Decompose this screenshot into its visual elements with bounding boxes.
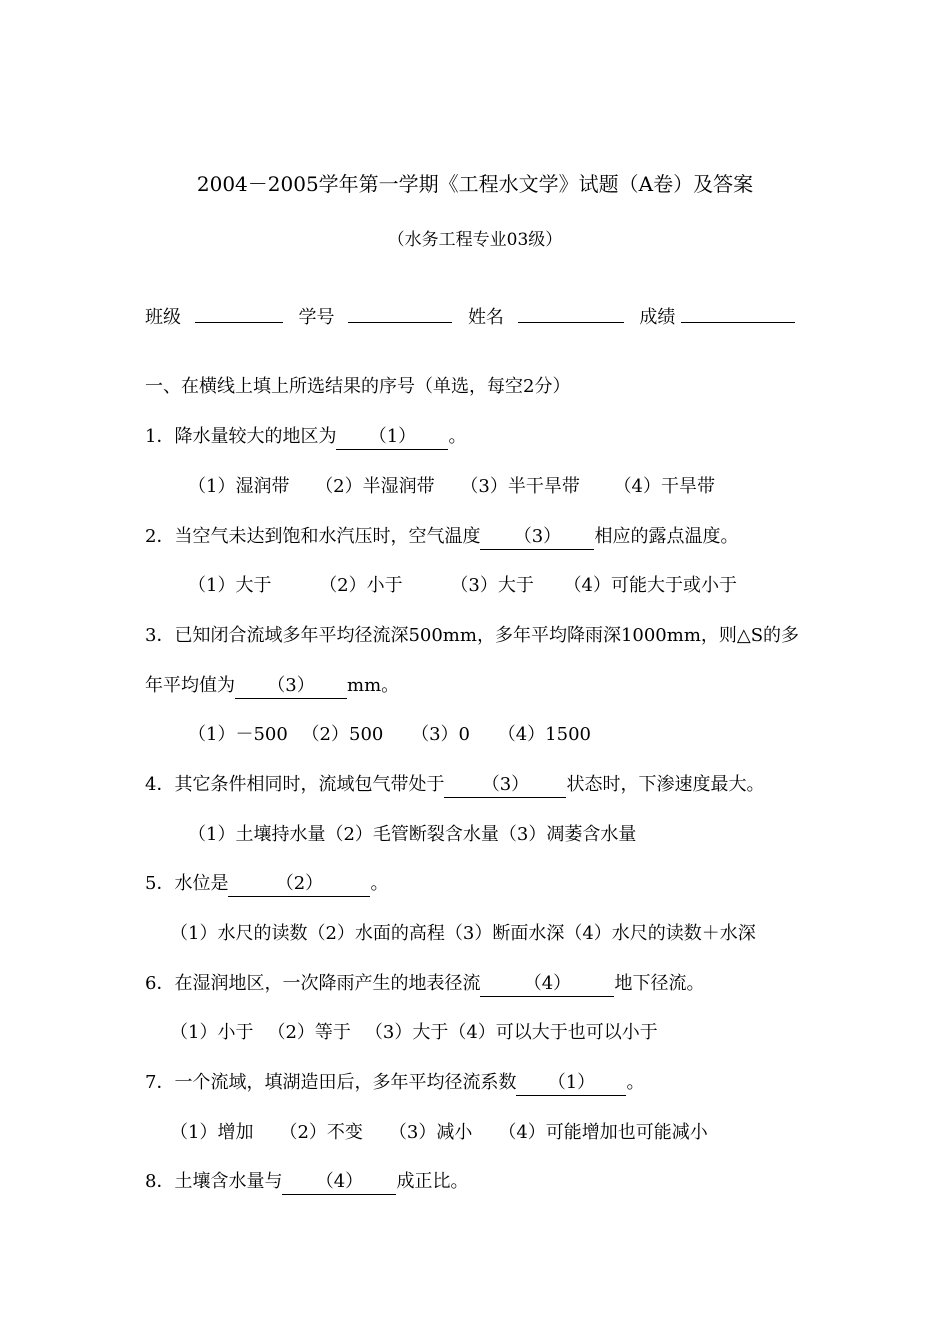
question-2 <box>145 525 738 550</box>
score-field[interactable] <box>681 300 795 323</box>
score-label: 成绩 <box>639 307 676 328</box>
answer-blank[interactable]: （1） <box>336 427 448 450</box>
section-heading: 一、在横线上填上所选结果的序号（单选，每空2分） <box>145 376 571 397</box>
question-text-end: 状态时，下渗速度最大。 <box>566 774 765 795</box>
option: （3）0 <box>411 724 470 745</box>
option: （1）土壤持水量 <box>188 824 326 845</box>
answer-blank[interactable]: （2） <box>228 874 370 897</box>
class-label: 班级 <box>145 307 181 328</box>
question-text-end: 相应的露点温度。 <box>594 526 739 547</box>
option: （3）凋萎含水量 <box>498 824 637 845</box>
option: （2）水面的高程 <box>307 923 445 944</box>
option: （1）－500 <box>188 724 288 745</box>
question-text: 5．水位是 <box>145 873 229 894</box>
option: （4）可能大于或小于 <box>563 575 738 596</box>
question-3-cont <box>145 674 399 699</box>
name-field[interactable] <box>518 300 624 323</box>
question-7-options <box>170 1121 708 1145</box>
question-text-end: mm。 <box>347 675 400 696</box>
question-text: 4．其它条件相同时，流域包气带处于 <box>145 774 445 795</box>
page-title: 2004－2005学年第一学期《工程水文学》试题（A卷）及答案 <box>196 172 754 196</box>
option: （2）毛管断裂含水量 <box>325 824 499 845</box>
option: （4）水尺的读数＋水深 <box>564 923 756 944</box>
question-7 <box>145 1071 644 1096</box>
option: （4）干旱带 <box>613 476 716 497</box>
question-6-options <box>170 1021 658 1045</box>
question-5 <box>145 872 388 897</box>
option: （4）可以大于也可以小于 <box>448 1022 658 1043</box>
option: （2）半湿润带 <box>315 476 435 497</box>
student-id-label: 学号 <box>298 307 335 328</box>
answer-blank[interactable]: （1） <box>516 1073 626 1096</box>
question-text-end: 地下径流。 <box>614 973 705 994</box>
option: （4）可能增加也可能减小 <box>498 1122 708 1143</box>
page-subtitle: （水务工程专业03级） <box>387 230 563 250</box>
question-text: 1．降水量较大的地区为 <box>145 426 337 447</box>
answer-blank[interactable]: （3） <box>235 676 347 699</box>
option: （2）等于 <box>267 1022 351 1043</box>
option: （1）大于 <box>188 575 272 596</box>
question-2-options <box>188 574 757 598</box>
option: （2）小于 <box>319 575 403 596</box>
answer-blank[interactable]: （4） <box>480 974 614 997</box>
question-text-end: 成正比。 <box>396 1171 469 1192</box>
question-3: 3．已知闭合流域多年平均径流深500mm，多年平均降雨深1000mm，则△S的多 <box>145 625 800 646</box>
option: （3）断面水深 <box>444 923 565 944</box>
student-id-field[interactable] <box>348 300 452 323</box>
option: （3）大于 <box>450 575 534 596</box>
option: （1）小于 <box>170 1022 254 1043</box>
question-8 <box>145 1170 468 1195</box>
option: （3）减小 <box>388 1122 473 1143</box>
question-1-options <box>188 475 735 499</box>
question-3-options <box>188 723 611 747</box>
question-text: 8．土壤含水量与 <box>145 1171 283 1192</box>
question-text-end: 。 <box>448 426 467 447</box>
option: （2）500 <box>301 724 384 745</box>
question-4 <box>145 773 764 798</box>
option: （1）增加 <box>170 1122 254 1143</box>
question-6 <box>145 972 704 997</box>
question-text: 年平均值为 <box>145 675 235 696</box>
question-5-options <box>170 922 756 946</box>
question-text-end: 。 <box>370 873 389 894</box>
option: （3）大于 <box>364 1022 449 1043</box>
answer-blank[interactable]: （3） <box>480 527 594 550</box>
question-text: 7．一个流域，填湖造田后，多年平均径流系数 <box>145 1072 517 1093</box>
answer-blank[interactable]: （4） <box>282 1172 396 1195</box>
option: （4）1500 <box>497 724 591 745</box>
answer-blank[interactable]: （3） <box>444 775 566 798</box>
question-4-options <box>188 823 636 847</box>
option: （2）不变 <box>279 1122 363 1143</box>
question-text: 6．在湿润地区，一次降雨产生的地表径流 <box>145 973 481 994</box>
question-text-end: 。 <box>626 1072 645 1093</box>
question-1 <box>145 425 466 450</box>
option: （3）半干旱带 <box>460 476 580 497</box>
class-field[interactable] <box>195 300 283 323</box>
option: （1）湿润带 <box>188 476 290 497</box>
question-text: 2．当空气未达到饱和水汽压时，空气温度 <box>145 526 481 547</box>
name-label: 姓名 <box>467 307 504 328</box>
student-info-row <box>145 300 795 330</box>
option: （1）水尺的读数 <box>170 923 308 944</box>
